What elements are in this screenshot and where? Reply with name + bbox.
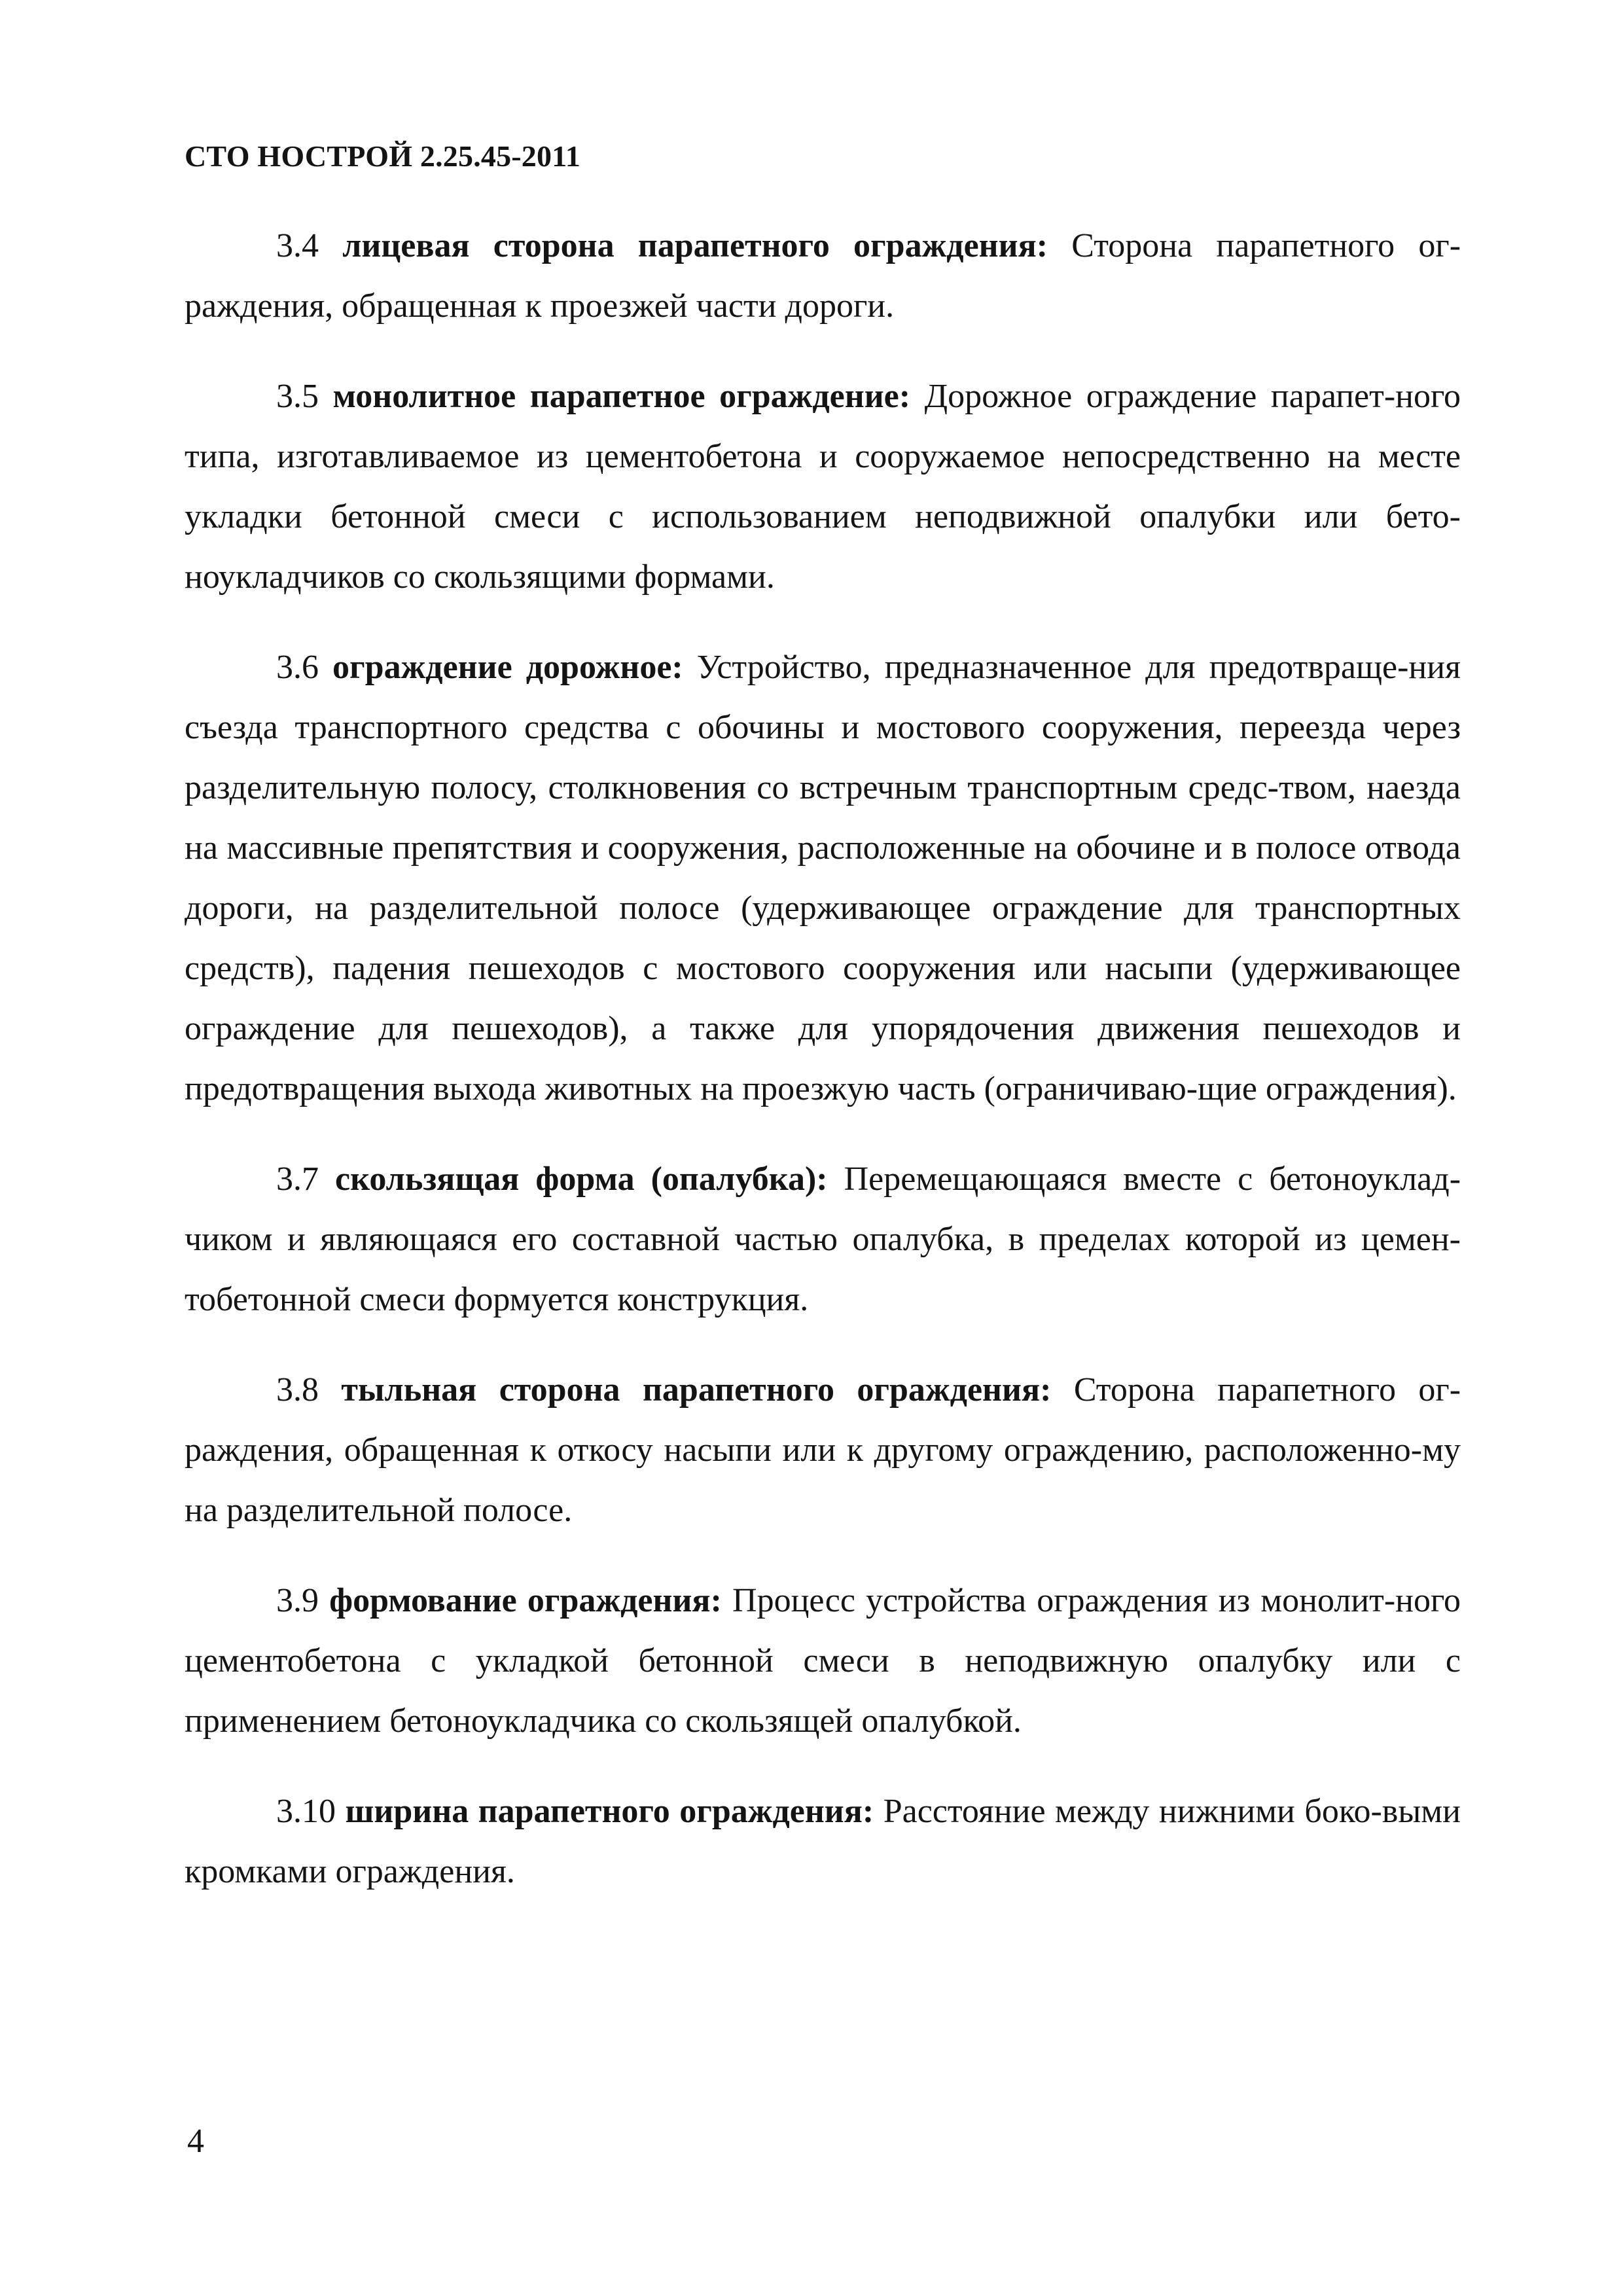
definition-text: Сторона парапетного ог-раждения, обращенная к проезжей части дороги. xyxy=(185,227,1461,325)
definition-term: скользящая форма (опалубка): xyxy=(335,1160,828,1198)
definition-3-7 xyxy=(185,1149,1461,1330)
definition-text: Устройство, предназначенное для предотвраще-ния съезда транспортного средства с обочины и мостового сооружения, переезда через разделительную полосу, столкновения со встречным транспортным средс-твом, наезда на массивные препятствия и сооружения, расположенные на обочине и в полосе отвода дороги, на разделительной полосе (удерживающее ограждение для транспортных средств), падения пешеходов с мостового сооружения или насыпи (удерживающее ограждение для пешеходов), а также для упорядочения движения пешеходов и предотвращения выхода животных на проезжую часть (ограничиваю-щие ограждения). xyxy=(185,649,1461,1107)
definition-term: монолитное парапетное ограждение: xyxy=(332,378,911,415)
definition-text: Дорожное ограждение парапет-ного типа, изготавливаемое из цементобетона и сооружаемое непосредственно на месте укладки бетонной смеси с использованием неподвижной опалубки или бето-ноукладчиков со скользящими формами. xyxy=(185,378,1461,596)
definition-text: Процесс устройства ограждения из монолит-ного цементобетона с укладкой бетонной смеси в неподвижную опалубку или с применением бетоноукладчика со скользящей опалубкой. xyxy=(185,1582,1461,1740)
definition-text: Сторона парапетного ог-раждения, обращенная к откосу насыпи или к другому ограждению, расположенно-му на разделительной полосе. xyxy=(185,1371,1461,1529)
definition-number: 3.6 xyxy=(276,649,319,686)
definition-number: 3.5 xyxy=(276,378,319,415)
definition-3-10 xyxy=(185,1782,1461,1902)
definition-3-6 xyxy=(185,637,1461,1119)
definition-term: ограждение дорожное: xyxy=(332,649,683,686)
definition-3-8 xyxy=(185,1360,1461,1541)
definition-3-4 xyxy=(185,216,1461,336)
definition-text: Перемещающаяся вместе с бетоноуклад-чиком и являющаяся его составной частью опалубка, в пределах которой из цемен-тобетонной смеси формуется конструкция. xyxy=(185,1160,1461,1318)
definition-3-5 xyxy=(185,367,1461,607)
definition-number: 3.7 xyxy=(276,1160,319,1198)
page-number: 4 xyxy=(187,2123,204,2160)
definition-term: тыльная сторона парапетного ограждения: xyxy=(341,1371,1052,1408)
definition-number: 3.9 xyxy=(276,1582,319,1619)
definition-number: 3.8 xyxy=(276,1371,319,1408)
definition-3-9 xyxy=(185,1571,1461,1751)
definition-number: 3.10 xyxy=(276,1793,336,1830)
definition-term: ширина парапетного ограждения: xyxy=(345,1793,874,1830)
definition-number: 3.4 xyxy=(276,227,319,264)
definition-term: формование ограждения: xyxy=(329,1582,722,1619)
definitions-section xyxy=(185,216,1461,1932)
definition-term: лицевая сторона парапетного ограждения: xyxy=(342,227,1048,264)
document-code-header: СТО НОСТРОЙ 2.25.45-2011 xyxy=(185,139,581,173)
definition-text: Расстояние между нижними боко-выми кромками ограждения. xyxy=(185,1793,1461,1890)
